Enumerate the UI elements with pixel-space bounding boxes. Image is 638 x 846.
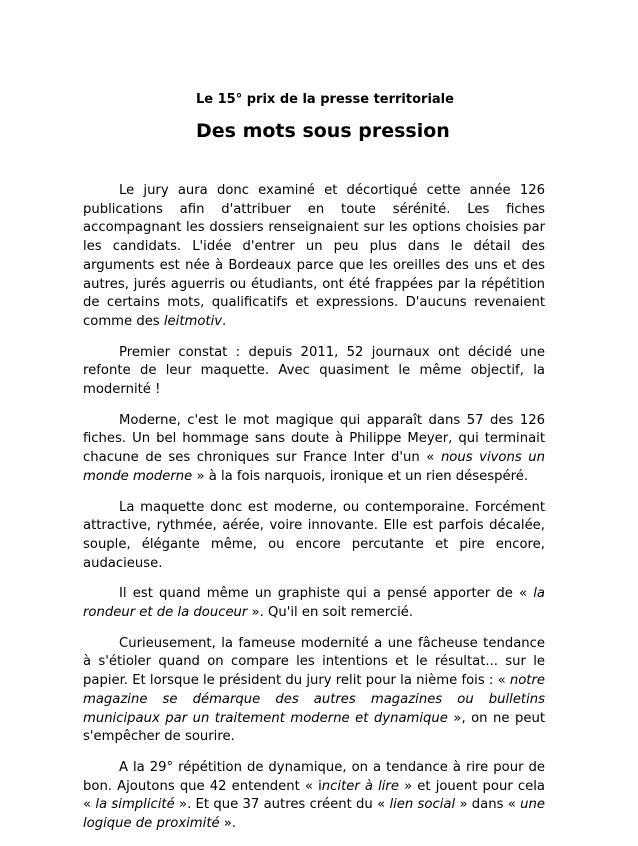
- document-title: Des mots sous pression: [196, 120, 450, 142]
- paragraph-5: Il est quand même un graphiste qui a pensé apporter de « la rondeur et de la douceur ». Qu'il en soit remercié.: [83, 586, 545, 621]
- paragraph-2: Premier constat : depuis 2011, 52 journaux ont décidé une refonte de leur maquette. Avec quasiment le même objectif, la modernité !: [83, 344, 545, 398]
- paragraph-3: Moderne, c'est le mot magique qui apparaît dans 57 des 126 fiches. Un bel hommage sans doute à Philippe Meyer, qui terminait chacune de ses chroniques sur France Inter d'un « nous vivons un monde moderne » à la fois narquois, ironique et un rien désespéré.: [83, 412, 545, 484]
- paragraph-7: A la 29° répétition de dynamique, on a tendance à rire pour de bon. Ajoutons que 42 entendent « inciter à lire » et jouent pour cela « la simplicité ». Et que 37 autres créent du « lien social » dans « une logique de proximité ».: [83, 759, 545, 832]
- paragraph-6: Curieusement, la fameuse modernité a une fâcheuse tendance à s'étioler quand on compare les intentions et le résultat... sur le papier. Et lorsque le président du jury relit pour la nième fois : « notre magazine se démarque des autres magazines ou bulletins municipaux par un traitement moderne et dynamique », on ne peut s'empêcher de sourire.: [83, 635, 545, 745]
- document-subtitle: Le 15° prix de la presse territoriale: [196, 92, 454, 107]
- document-body: [83, 182, 545, 846]
- paragraph-1: Le jury aura donc examiné et décortiqué cette année 126 publications afin d'attribuer en toute sérénité. Les fiches accompagnant les dossiers renseignaient sur les options choisies par les candidats. L'idée d'entrer un peu plus dans le détail des arguments est née à Bordeaux parce que les oreilles des uns et des autres, jurés aguerris ou étudiants, ont été frappées par la répétition de certains mots, qualificatifs et expressions. D'aucuns revenaient comme des leitmotiv.: [83, 183, 545, 329]
- paragraph-4: La maquette donc est moderne, ou contemporaine. Forcément attractive, rythmée, aérée, voire innovante. Elle est parfois décalée, souple, élégante même, ou encore percutante et pire encore, audacieuse.: [83, 499, 545, 571]
